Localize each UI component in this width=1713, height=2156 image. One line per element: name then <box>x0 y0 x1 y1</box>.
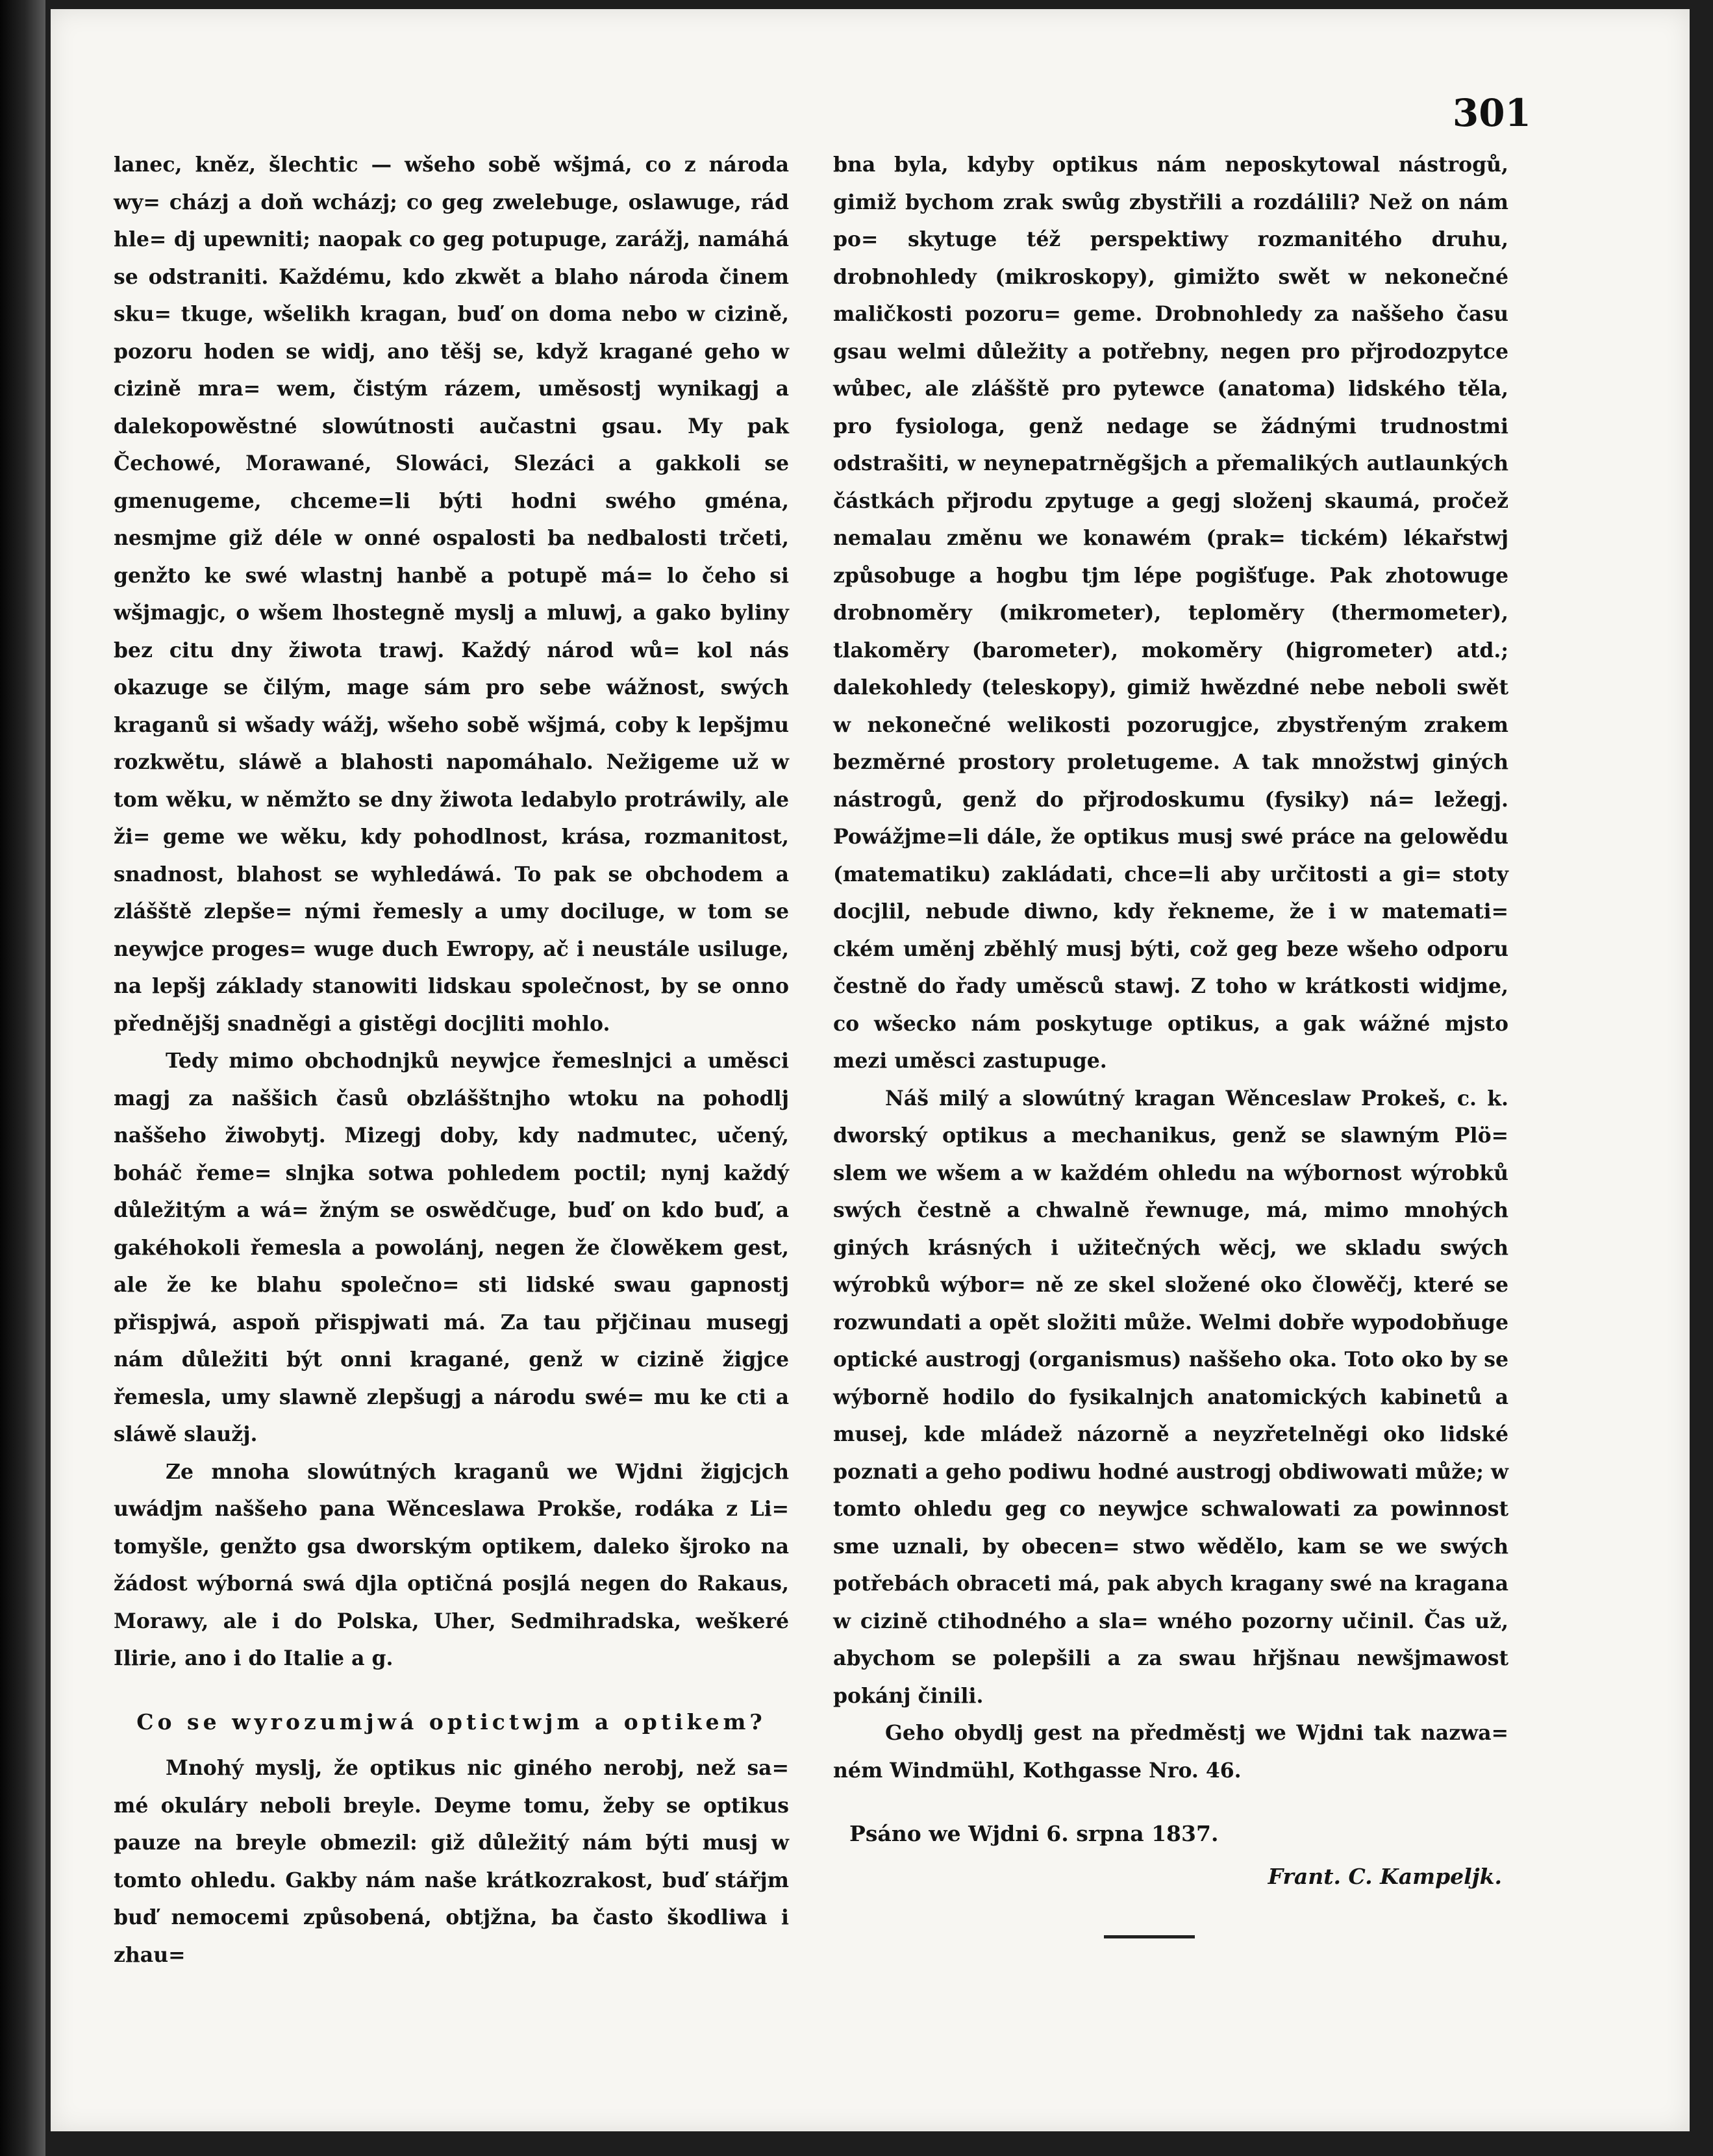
paragraph: lanec, kněz, šlechtic — wšeho sobě wšjmá, co z národa wy= cházj a doň wcházj; co geg zwelebuge, oslawuge, rád hle= dj upewniti; naopak co geg potupuge, zarážj, namáhá se odstraniti. Každému, kdo zkwět a blaho národa činem sku= tkuge, wšelikh kragan, buď on doma nebo w cizině, pozoru hoden se widj, ano těšj se, když kragané geho w cizině mra= wem, čistým rázem, uměsostj wynikagj a dalekopowěstné slowútnosti aučastni gsau. My pak Čechowé, Morawané, Slowáci, Slezáci a gakkoli se gmenugeme, chceme=li býti hodni swého gména, nesmjme giž déle w onné ospalosti ba nedbalosti trčeti, genžto ke swé wlastnj hanbě a potupě má= lo čeho si wšjmagjc, o wšem lhostegně myslj a mluwj, a gako byliny bez citu dny žiwota trawj. Každý národ wů= kol nás okazuge se čilým, mage sám pro sebe wážnost, swých kraganů si wšady wážj, wšeho sobě wšjmá, coby k lepšjmu rozkwětu, sláwě a blahosti napomáhalo. Nežigeme už w tom wěku, w němžto se dny žiwota ledabylo protráwily, ale ži= geme we wěku, kdy pohodlnost, krása, rozmanitost, snadnost, blahost se wyhledáwá. To pak se obchodem a zlášště zlepše= nými řemesly a umy dociluge, w tom se neywjce proges= wuge duch Ewropy, ač i neustále usiluge, na lepšj základy stanowiti lidskau společnost, by se onno přednějšj snadněgi a gistěgi docjliti mohlo. <box>114 153 789 1036</box>
scan-edge-shadow <box>0 0 45 2156</box>
dateline: Psáno we Wjdni 6. srpna 1837. <box>849 1821 1219 1846</box>
left-column <box>114 146 789 1974</box>
end-rule <box>1104 1935 1195 1938</box>
paragraph: Tedy mimo obchodnjků neywjce řemeslnjci a uměsci magj za naššich časů obzlášštnjho wtoku na pohodlj naššeho žiwobytj. Mizegj doby, kdy nadmutec, učený, boháč řeme= slnjka sotwa pohledem poctil; nynj každý důležitým a wá= žným se oswědčuge, buď on kdo buď, a gakéhokoli řemesla a powolánj, negen že člowěkem gest, ale že ke blahu společno= sti lidské swau gapnostj přispjwá, aspoň přispjwati má. Za tau přjčinau musegj nám důležiti být onni kragané, genž w cizině žigjce řemesla, umy slawně zlepšugj a národu swé= mu ke cti a sláwě slaužj. <box>114 1049 789 1446</box>
paragraph: Ze mnoha slowútných kraganů we Wjdni žigjcjch uwádjm naššeho pana Wěnceslawa Prokše, rodáka z Li= tomyšle, genžto gsa dworským optikem, daleko šjroko na žádost wýborná swá djla optičná posjlá negen do Rakaus, Morawy, ale i do Polska, Uher, Sedmihradska, weškeré Ilirie, ano i do Italie a g. <box>114 1459 789 1670</box>
paragraph: Náš milý a slowútný kragan Wěnceslaw Prokeš, c. k. dworský optikus a mechanikus, genž se slawným Plö= slem we wšem a w každém ohledu na wýbornost wýrobků swých čestně a chwalně řewnuge, má, mimo mnohých giných krásných i užitečných wěcj, we skladu swých wýrobků wýbor= ně ze skel složené oko člowěčj, které se rozwundati a opět složiti může. Welmi dobře wypodobňuge optické austrogj (organismus) naššeho oka. Toto oko by se wýborně hodilo do fysikalnjch anatomických kabinetů a musej, kde mládež názorně a neyzřetelněgi oko lidské poznati a geho podiwu hodné austrogj obdiwowati může; w tomto ohledu geg co neywjce schwalowati za powinnost sme uznali, by obecen= stwo wědělo, kam se we swých potřebách obraceti má, pak abych kragany swé na kragana w cizině ctihodného a sla= wného pozorny učinil. Čas už, abychom se polepšili a za swau hřjšnau newšjmawost pokánj činili. <box>833 1086 1508 1708</box>
page-number: 301 <box>1452 91 1531 135</box>
paragraph: Mnohý myslj, že optikus nic giného nerobj, než sa= mé okuláry neboli breyle. Deyme tomu, žeby se optikus pauze na breyle obmezil: giž důležitý nám býti musj w tomto ohledu. Gakby nám naše krátkozrakost, buď stářjm buď nemocemi způsobená, obtjžna, ba často škodliwa i zhau= <box>114 1756 789 1967</box>
author-signature: Frant. C. Kampeljk. <box>1268 1863 1502 1889</box>
paragraph: Geho obydlj gest na předměstj we Wjdni tak nazwa= ném Windmühl, Kothgasse Nro. 46. <box>833 1721 1508 1783</box>
right-column <box>833 146 1508 1895</box>
paragraph: bna byla, kdyby optikus nám neposkytowal nástrogů, gimiž bychom zrak swůg zbystřili a rozdálili? Než on nám po= skytuge též perspektiwy rozmanitého druhu, drobnohledy (mikroskopy), gimižto swět w nekonečné maličkosti pozoru= geme. Drobnohledy za naššeho času gsau welmi důležity a potřebny, negen pro přjrodozpytce wůbec, ale zlášště pro pytewce (anatoma) lidského těla, pro fysiologa, genž nedage se žádnými trudnostmi odstrašiti, w neynepatrněgšjch a přemalikých autlaunkých částkách přjrodu zpytuge a gegj složenj skaumá, pročež nemalau změnu we konawém (prak= tickém) lékařstwj způsobuge a hogbu tjm lépe pogišťuge. Pak zhotowuge drobnoměry (mikrometer), teploměry (thermometer), tlakoměry (barometer), mokoměry (higrometer) atd.; dalekohledy (teleskopy), gimiž hwězdné nebe neboli swět w nekonečné welikosti pozorugjce, zbystřeným zrakem bezměrné prostory proletugeme. A tak množstwj giných nástrogů, genž do přjrodoskumu (fysiky) ná= ležegj. Powážjme=li dále, že optikus musj swé práce na gelowědu (matematiku) zakládati, chce=li aby určitosti a gi= stoty docjlil, nebude diwno, kdy řekneme, že i w matemati= ckém uměnj zběhlý musj býti, což geg beze wšeho odporu čestně do řady uměsců stawj. Z toho w krátkosti widjme, co wšecko nám poskytuge optikus, a gak wážné mjsto mezi uměsci zastupuge. <box>833 153 1508 1073</box>
section-heading: Co se wyrozumjwá optictwjm a optikem? <box>136 1709 766 1735</box>
